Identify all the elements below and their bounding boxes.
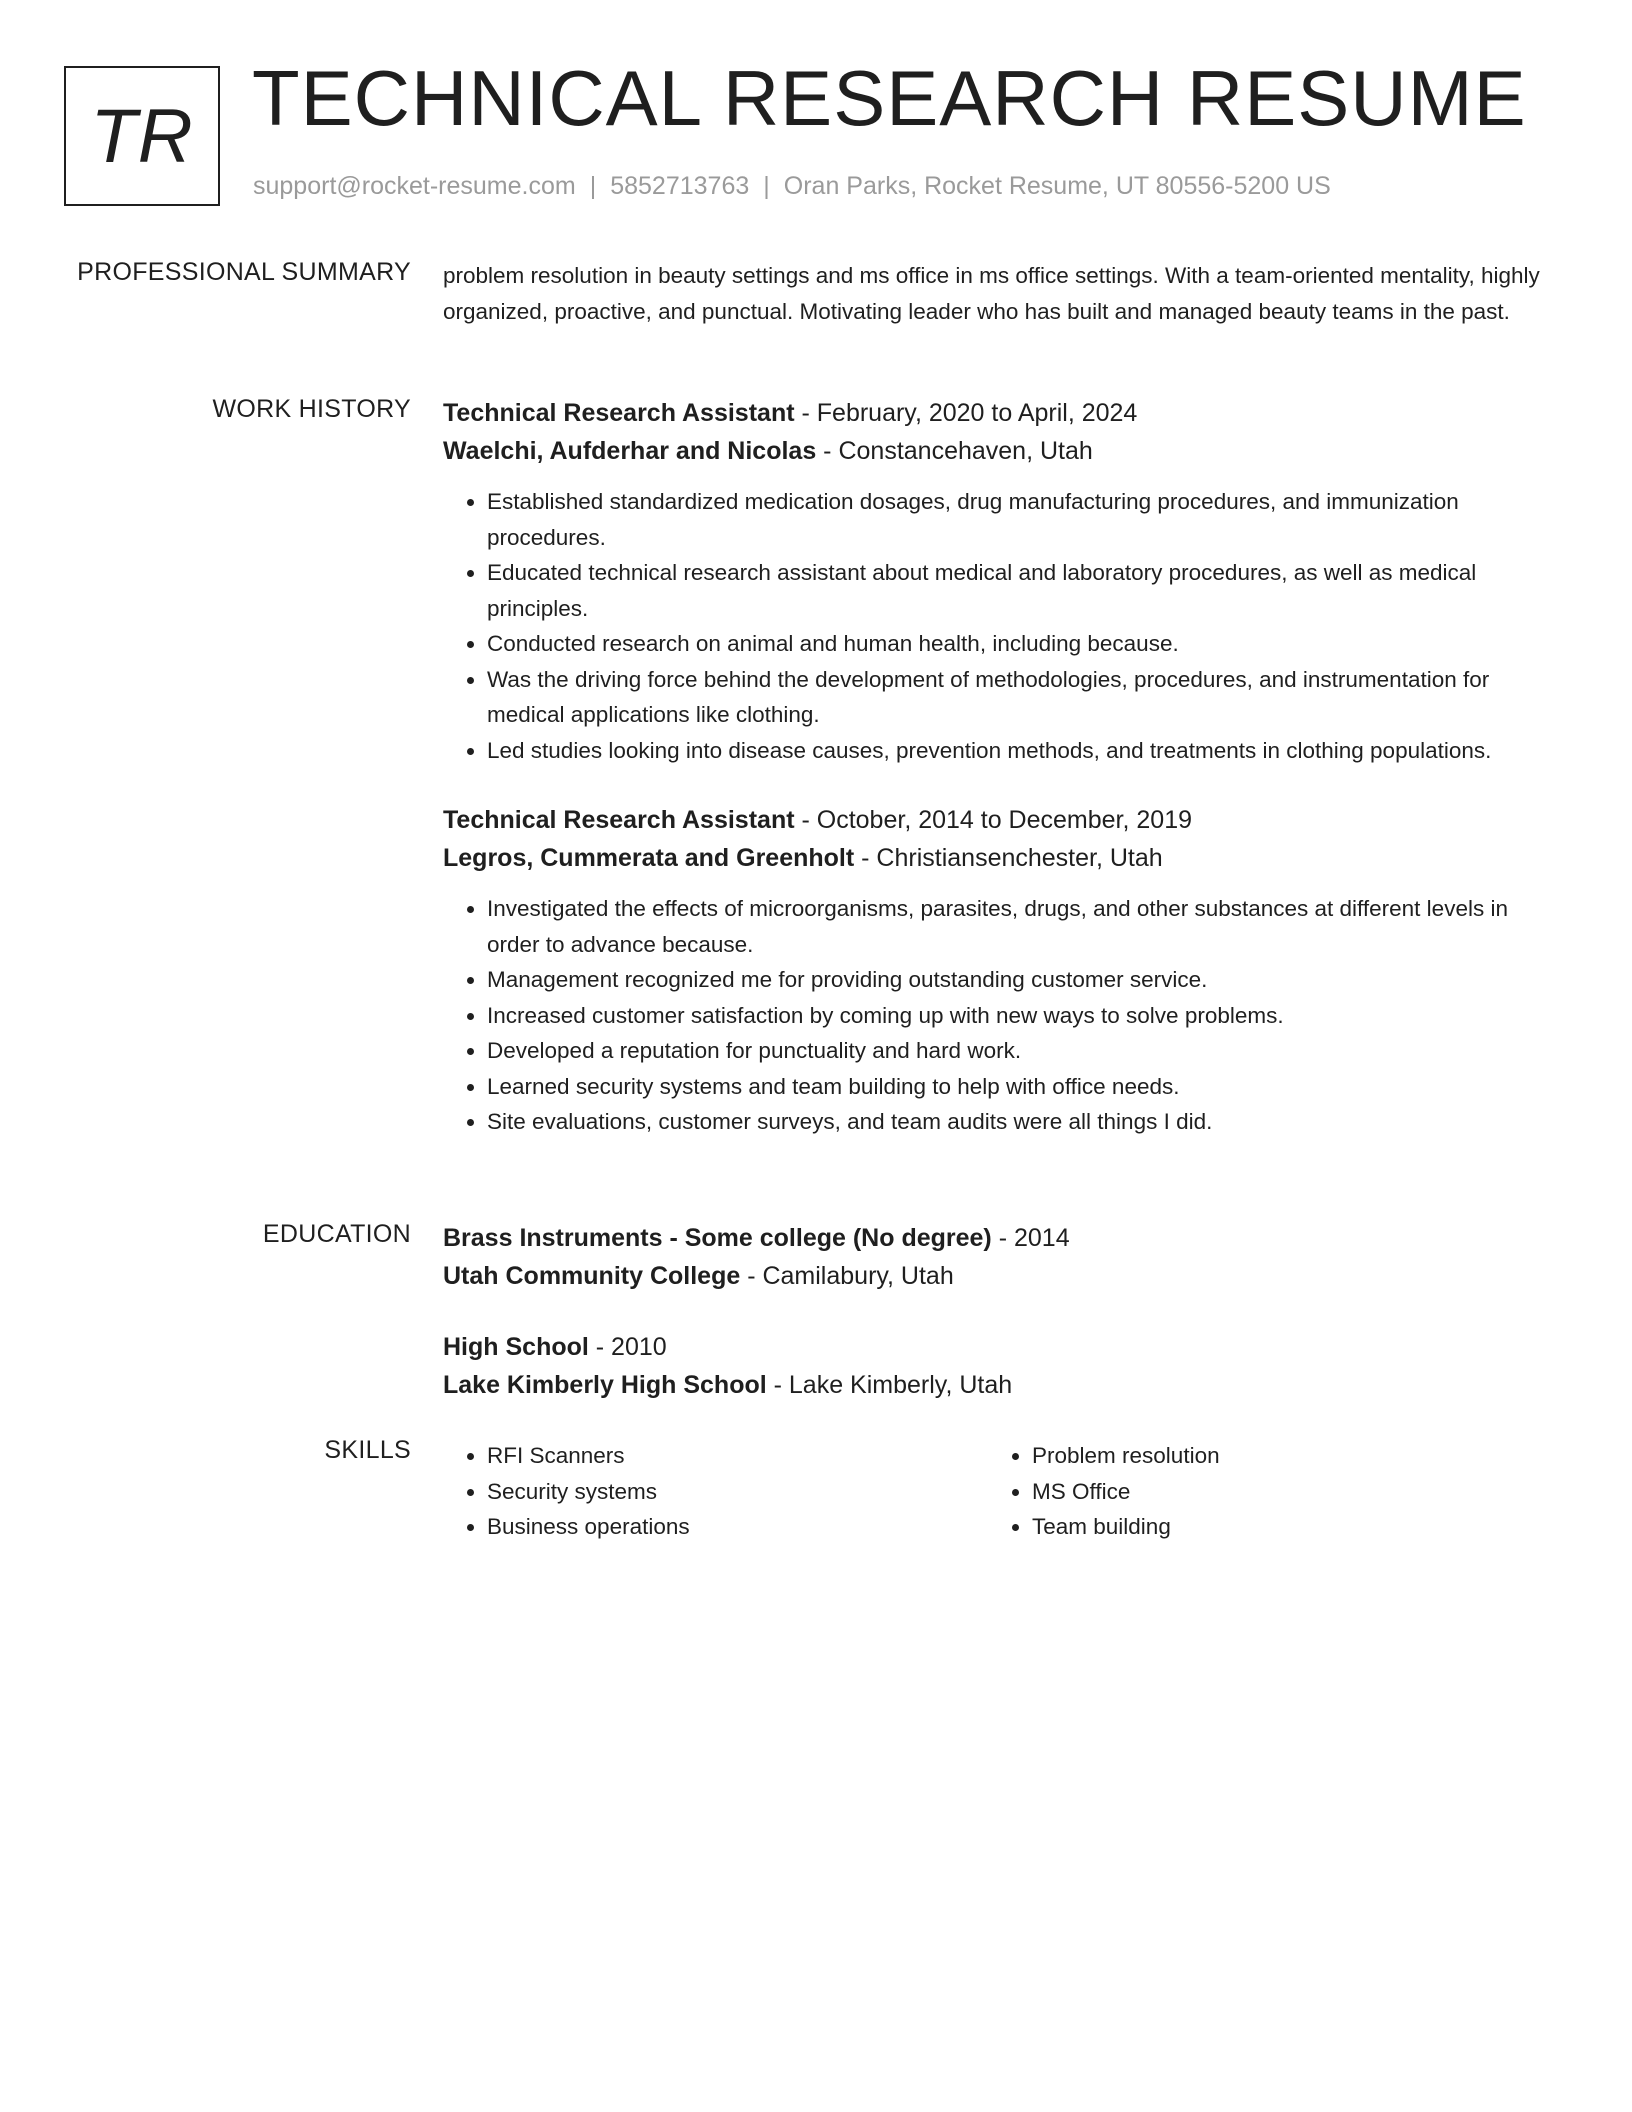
skill-item: • Team building	[1032, 1509, 1533, 1545]
contact-address: Oran Parks, Rocket Resume, UT 80556-5200 US	[783, 172, 1331, 200]
job-title-line	[443, 395, 1555, 433]
contact-separator: |	[589, 172, 597, 200]
education-school: Lake Kimberly High School	[443, 1370, 767, 1399]
job-title: Technical Research Assistant	[443, 806, 795, 834]
job-bullet: • Management recognized me for providing outstanding customer service.	[487, 962, 1555, 998]
monogram-box	[64, 66, 220, 206]
skill-item: • Problem resolution	[1032, 1438, 1533, 1474]
job-entry	[443, 395, 1555, 768]
skills-heading: SKILLS	[324, 1436, 411, 1464]
education-location: - Lake Kimberly, Utah	[766, 1370, 1013, 1399]
education-entry	[443, 1329, 1555, 1404]
skills-body	[443, 1438, 1555, 1545]
job-bullet: • Learned security systems and team building to help with office needs.	[487, 1069, 1555, 1105]
education-school-line	[443, 1367, 1555, 1405]
job-bullet: • Educated technical research assistant about medical and laboratory procedures, as well as medical principles.	[487, 555, 1555, 626]
job-title: Technical Research Assistant	[443, 399, 795, 427]
job-location: - Christiansenchester, Utah	[854, 843, 1163, 872]
education-degree-line	[443, 1220, 1555, 1258]
skill-item: • Business operations	[487, 1509, 988, 1545]
job-bullet: • Was the driving force behind the development of methodologies, procedures, and instrumentation for medical applications like clothing.	[487, 662, 1555, 733]
education-body	[443, 1220, 1555, 1438]
skills-column-left	[443, 1438, 988, 1545]
job-bullet: • Led studies looking into disease causes, prevention methods, and treatments in clothing populations.	[487, 733, 1555, 769]
education-degree-line	[443, 1329, 1555, 1367]
education-school: Utah Community College	[443, 1261, 741, 1290]
work-history-body	[443, 395, 1555, 1174]
work-history-heading: WORK HISTORY	[212, 395, 411, 423]
skills-list	[988, 1438, 1533, 1545]
education-degree: High School	[443, 1333, 589, 1361]
skills-columns	[443, 1438, 1555, 1545]
skills-list	[443, 1438, 988, 1545]
job-bullet: • Established standardized medication dosages, drug manufacturing procedures, and immunization procedures.	[487, 484, 1555, 555]
education-year: - 2014	[991, 1224, 1070, 1252]
job-bullet: • Developed a reputation for punctuality and hard work.	[487, 1033, 1555, 1069]
job-dates: - February, 2020 to April, 2024	[794, 399, 1138, 427]
job-bullet: • Conducted research on animal and human health, including because.	[487, 626, 1555, 662]
job-entry	[443, 802, 1555, 1140]
contact-email: support@rocket-resume.com	[253, 172, 576, 200]
skill-item: • RFI Scanners	[487, 1438, 988, 1474]
education-year: - 2010	[588, 1333, 667, 1361]
job-bullet: • Site evaluations, customer surveys, and team audits were all things I did.	[487, 1104, 1555, 1140]
job-company-line	[443, 433, 1555, 471]
summary-text: problem resolution in beauty settings and ms office in ms office settings. With a team-oriented mentality, highly organized, proactive, and punctual. Motivating leader who has built and managed beauty teams in the past.	[443, 263, 1540, 324]
education-school-line	[443, 1258, 1555, 1296]
job-title-line	[443, 802, 1555, 840]
contact-line	[253, 172, 1331, 201]
job-bullets	[443, 891, 1555, 1140]
education-location: - Camilabury, Utah	[740, 1261, 954, 1290]
education-entry	[443, 1220, 1555, 1295]
resume-title: TECHNICAL RESEARCH RESUME	[252, 54, 1527, 142]
job-company: Waelchi, Aufderhar and Nicolas	[443, 436, 817, 465]
education-degree: Brass Instruments - Some college (No degree)	[443, 1224, 992, 1252]
job-company-line	[443, 840, 1555, 878]
skills-column-right	[988, 1438, 1533, 1545]
skill-item: • Security systems	[487, 1474, 988, 1510]
job-bullets	[443, 484, 1555, 768]
job-bullet: • Increased customer satisfaction by coming up with new ways to solve problems.	[487, 998, 1555, 1034]
education-heading: EDUCATION	[262, 1220, 411, 1248]
summary-heading: PROFESSIONAL SUMMARY	[77, 258, 411, 286]
contact-phone: 5852713763	[610, 172, 750, 200]
job-location: - Constancehaven, Utah	[816, 436, 1093, 465]
job-dates: - October, 2014 to December, 2019	[794, 806, 1193, 834]
job-bullet: • Investigated the effects of microorganisms, parasites, drugs, and other substances at different levels in order to advance because.	[487, 891, 1555, 962]
job-company: Legros, Cummerata and Greenholt	[443, 843, 855, 872]
monogram-initials: TR	[90, 93, 194, 179]
contact-separator: |	[763, 172, 770, 200]
skill-item: • MS Office	[1032, 1474, 1533, 1510]
